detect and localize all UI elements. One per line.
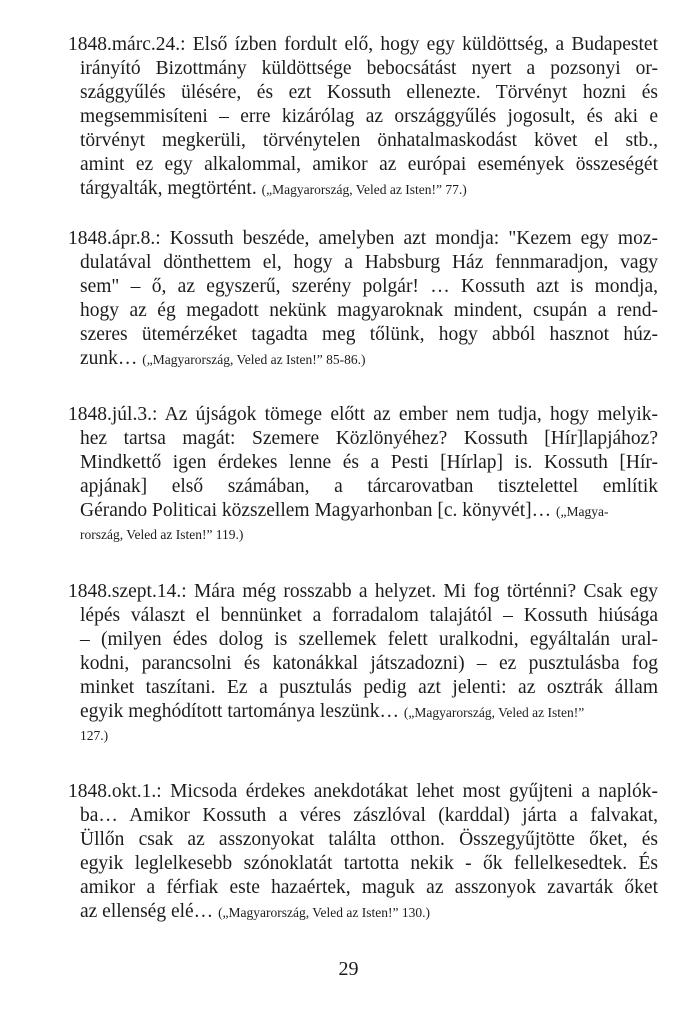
- entry-line: irányító Bizottmány küldöttsége bebocsátást nyert a pozsonyi or-: [80, 58, 658, 79]
- diary-entry-1848-03-24: [68, 33, 658, 201]
- entry-line: [68, 499, 658, 523]
- entry-line: hogy az ég megadott nekünk magyaroknak mindent, csupán a rend-: [80, 300, 658, 321]
- source-citation: („Magyarország, Veled az Isten!” 130.): [218, 905, 430, 920]
- entry-line: 1848.szept.14.: Mára még rosszabb a helyzet. Mi fog történni? Csak egy: [68, 581, 658, 602]
- entry-line-last: [68, 347, 658, 371]
- page-number: 29: [338, 958, 359, 980]
- entry-line: törvényt megkerüli, törvénytelen önhatalmaskodást követ el stb.,: [80, 130, 658, 151]
- entry-line: – (milyen édes dolog is szellemek felett uralkodni, egyáltalán ural-: [80, 629, 658, 650]
- entry-line: ba… Amikor Kossuth a véres zászlóval (karddal) járta a falvakat,: [80, 805, 658, 826]
- entry-line: kodni, parancsolni és katonákkal játszadozni) – ez pusztulásba fog: [80, 653, 658, 674]
- diary-entry-1848-07-03: [68, 403, 658, 547]
- entry-text: az ellenség elé…: [80, 901, 214, 922]
- entry-text: egyik meghódított tartománya leszünk…: [80, 701, 399, 722]
- diary-entry-1848-09-14: [68, 580, 658, 748]
- source-citation: („Magya-: [555, 504, 609, 519]
- entry-line: 1848.ápr.8.: Kossuth beszéde, amelyben azt mondja: "Kezem egy moz-: [68, 228, 658, 249]
- entry-line: minket taszítani. Ez a pusztulás pedig azt jelenti: az osztrák állam: [80, 677, 658, 698]
- entry-line: sem" – ő, az egyszerű, szerény polgár! … Kossuth azt is mondja,: [80, 276, 658, 297]
- entry-line: amikor a férfiak este hazaértek, maguk az asszonyok zavarták őket: [80, 877, 658, 898]
- diary-entry-1848-10-01: [68, 780, 658, 924]
- source-citation-continued: 127.): [80, 728, 109, 743]
- entry-line: hez tartsa magát: Szemere Közlönyéhez? Kossuth [Hír]lapjához?: [80, 428, 658, 449]
- entry-line: amint ez egy alkalommal, amikor az európai események összeségét: [80, 154, 658, 175]
- entry-line: Mindkettő igen érdekes lenne és a Pesti [Hírlap] is. Kossuth [Hír-: [80, 452, 658, 473]
- entry-line: egyik leglelkesebb szónoklatát tartotta nekik - ők fellelkesedtek. És: [80, 853, 658, 874]
- entry-line: 1848.okt.1.: Micsoda érdekes anekdotákat lehet most gyűjteni a naplók-: [68, 781, 658, 802]
- entry-line: 1848.márc.24.: Első ízben fordult elő, hogy egy küldöttség, a Budapestet: [68, 34, 658, 55]
- entry-line: dulatával dönthettem el, hogy a Habsburg Ház fennmaradjon, vagy: [80, 252, 658, 273]
- source-citation: („Magyarország, Veled az Isten!” 85-86.): [142, 352, 366, 367]
- entry-line: [68, 700, 658, 724]
- entry-text: zunk…: [80, 348, 138, 369]
- entry-line-last: [68, 177, 658, 201]
- entry-line: lépés választ el bennünket a forradalom talajától – Kossuth hiúsága: [80, 605, 658, 626]
- source-citation: („Magyarország, Veled az Isten!”: [403, 705, 585, 720]
- diary-entry-1848-04-08: [68, 227, 658, 371]
- entry-text: Gérando Politicai közszellem Magyarhonban [c. könyvét]…: [80, 500, 552, 521]
- entry-line-last: [68, 900, 658, 924]
- source-citation: („Magyarország, Veled az Isten!” 77.): [261, 182, 467, 197]
- entry-line: Üllőn csak az asszonyokat találta otthon. Összegyűjtötte őket, és: [80, 829, 658, 850]
- entry-line: 1848.júl.3.: Az újságok tömege előtt az ember nem tudja, hogy melyik-: [68, 404, 658, 425]
- entry-line: szeres ütemérzéket tagadta meg tőlünk, hogy abból hasznot húz-: [80, 324, 658, 345]
- entry-text: tárgyalták, megtörtént.: [80, 178, 257, 199]
- entry-line: megsemmisíteni – erre kizárólag az országgyűlés jogosult, és aki e: [80, 106, 658, 127]
- source-citation-continued: rország, Veled az Isten!” 119.): [80, 527, 244, 542]
- entry-line: apjának] első számában, a tárcarovatban tisztelettel említik: [80, 476, 658, 497]
- entry-line: szággyűlés ülésére, és ezt Kossuth ellenezte. Törvényt hozni és: [80, 82, 658, 103]
